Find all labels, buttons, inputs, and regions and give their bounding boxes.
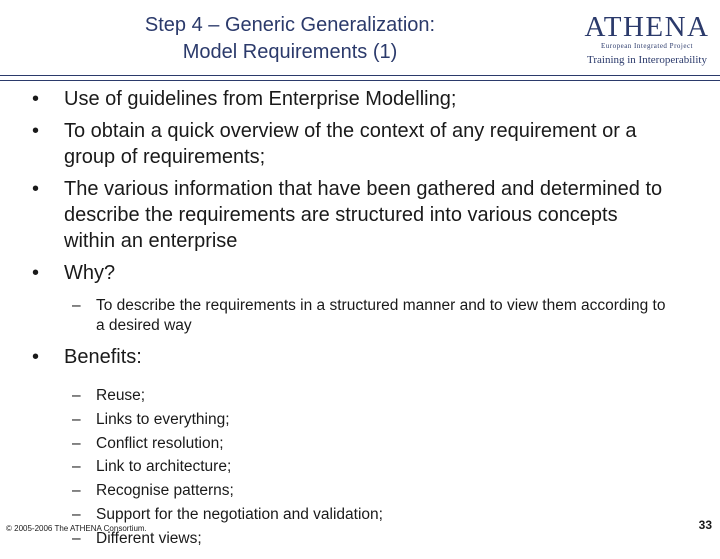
dash-marker: – [72, 482, 81, 500]
sub-item-text: Conflict resolution; [96, 434, 224, 452]
sub-item [0, 408, 720, 432]
sub-item-text: Support for the negotiation and validation; [96, 505, 383, 523]
sub-item-text: To describe the requirements in a structured manner and to view them according to a desired way [96, 297, 666, 334]
sub-item [0, 479, 720, 503]
bullet-text: The various information that have been gathered and determined to describe the requirements are structured into various concepts within an enterprise [64, 178, 663, 252]
bullet-text: Use of guidelines from Enterprise Modelling; [64, 88, 457, 110]
sub-item-text: Different views; [96, 529, 202, 547]
dash-marker: – [72, 529, 81, 547]
slide-body [0, 86, 720, 559]
bullet-item [0, 86, 720, 112]
bullet-marker: • [32, 346, 40, 368]
bullet-marker: • [32, 262, 40, 284]
slide-title [60, 12, 520, 66]
bullet-item [0, 260, 720, 286]
slide-title-line-2: Model Requirements (1) [182, 41, 398, 63]
bullet-marker: • [32, 88, 40, 110]
dash-marker: – [72, 458, 81, 476]
sub-item-text: Recognise patterns; [96, 482, 234, 500]
bullet-item [0, 344, 720, 370]
logo-tagline: Training in Interoperability [587, 54, 707, 66]
bullet-item [0, 118, 720, 170]
bullet-item [0, 176, 720, 254]
athena-logo [578, 12, 716, 67]
sub-item [0, 384, 720, 408]
dash-marker: – [72, 505, 81, 523]
sub-list-why [0, 296, 720, 336]
dash-marker: – [72, 410, 81, 428]
header-divider [0, 75, 720, 81]
bullet-marker: • [32, 178, 40, 200]
sub-item-text: Reuse; [96, 387, 146, 404]
bullet-text: Benefits: [64, 346, 142, 368]
dash-marker: – [72, 297, 81, 314]
bullet-text: Why? [64, 262, 116, 284]
slide-title-line-1: Step 4 – Generic Generalization: [144, 14, 436, 36]
dash-marker: – [72, 387, 81, 404]
sub-item [0, 296, 720, 336]
copyright-footer: © 2005-2006 The ATHENA Consortium. [6, 524, 147, 533]
bullet-marker: • [32, 120, 40, 142]
sub-item-text: Links to everything; [96, 410, 230, 428]
sub-item-text: Link to architecture; [96, 458, 232, 476]
sub-item [0, 432, 720, 456]
logo-name: ATHENA [584, 11, 710, 43]
bullet-text: To obtain a quick overview of the context of any requirement or a group of requirements; [64, 120, 637, 168]
page-number: 33 [698, 518, 712, 532]
logo-subtitle: European Integrated Project [600, 42, 694, 50]
dash-marker: – [72, 434, 81, 452]
sub-item [0, 455, 720, 479]
